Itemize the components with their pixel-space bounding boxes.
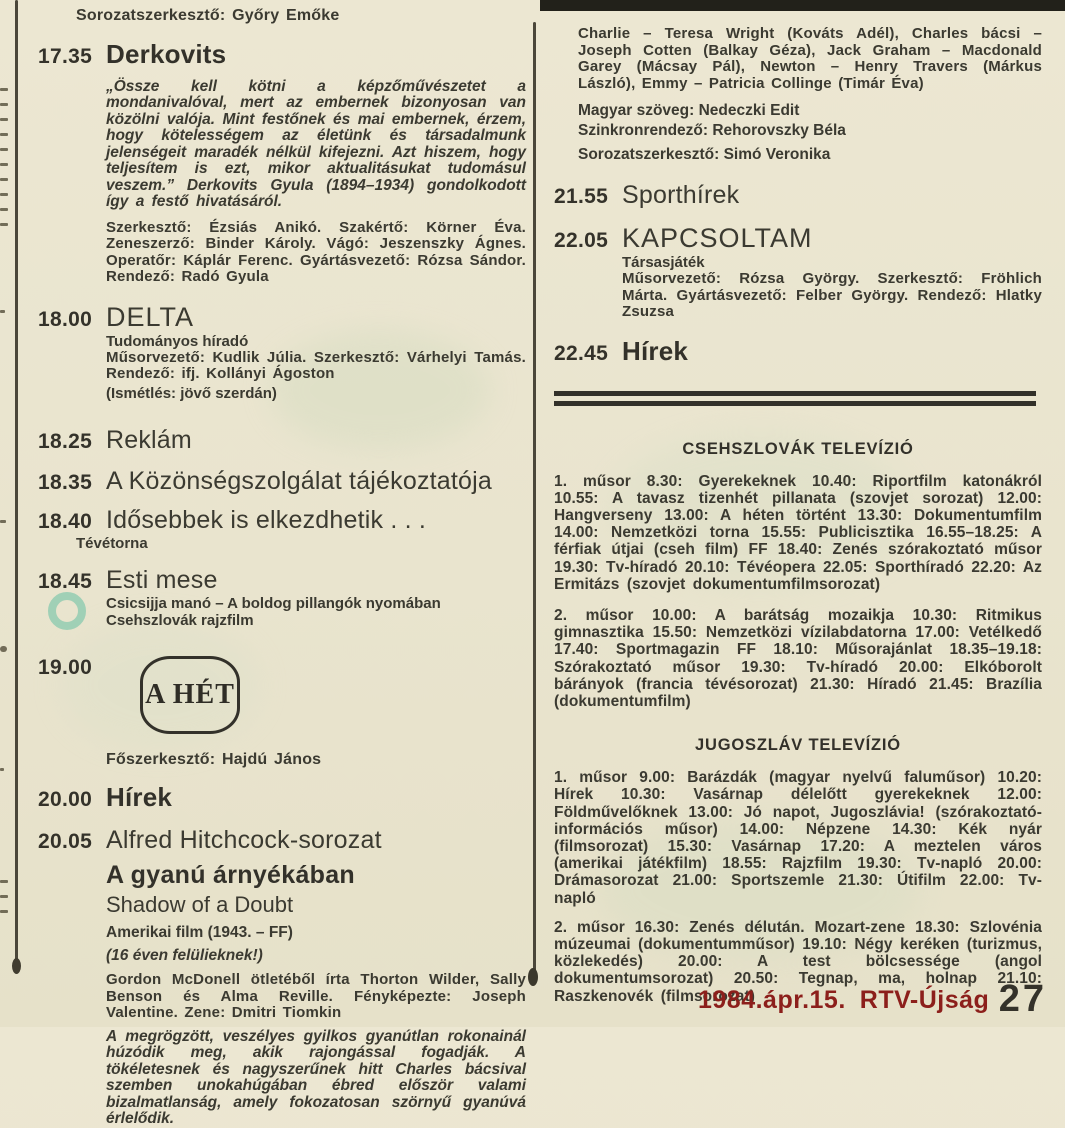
issue-date-and-magazine: [698, 986, 989, 1015]
film-cast-list: Charlie – Teresa Wright (Kováts Adél), Charles bácsi – Joseph Cotten (Balkay Géza), Jack Graham – Macdonald Garey (Mácsay Pál), Newton – Henry Travers (Márkus László), Emmy – Patricia Collinge (Timár Éva): [578, 25, 1042, 92]
program-row: [38, 467, 526, 496]
a-het-logo-text: A HÉT: [145, 678, 235, 710]
program-row: [554, 336, 1042, 367]
credit-line: Szinkronrendező: Rehorovszky Béla: [578, 122, 846, 139]
program-subtitle: Társasjáték: [622, 254, 705, 271]
program-title: Hírek: [106, 782, 173, 812]
program-row: [38, 826, 526, 855]
program-time: 20.05: [38, 830, 93, 853]
program-title: DELTA: [106, 301, 195, 332]
program-title: Idősebbek is elkezdhetik . . .: [106, 505, 427, 534]
credit-line: Magyar szöveg: Nedeczki Edit: [578, 102, 800, 119]
program-title: Alfred Hitchcock-sorozat: [106, 826, 382, 854]
program-row: [38, 656, 526, 734]
page-footer: [0, 978, 1065, 1024]
program-time: 17.35: [38, 44, 93, 68]
tv-listing-paragraph: 1. műsor 9.00: Barázdák (magyar nyelvű faluműsor) 10.20: Hírek 10.30: Vasárnap délelőtt gyerekeknek 12.00: Földművelőknek 13.00: Jó napot, Jugoszlávia! (szórakoztató-információs műsor) 14.00: Népzene 14.30: Kék nyár (filmsorozat) 15.30: Vasárnap 17.20: A meztelen város (amerikai játékfilm) 18.55: Rajzfilm 19.30: Tv-napló 20.00: Drámasorozat 21.00: Sportszemle 21.30: Útifilm 22.00: Tv-napló: [554, 769, 1042, 907]
film-credits: Gordon McDonell ötletéből írta Thorton Wilder, Sally Benson és Alma Reville. Fényképezte: Joseph Valentine. Zene: Dmitri Tiomkin: [106, 971, 526, 1021]
program-row: [554, 223, 1042, 254]
episode-title-line: [106, 595, 526, 612]
program-time: 22.45: [554, 341, 609, 365]
program-row: [38, 782, 526, 813]
program-title: Reklám: [106, 425, 192, 454]
magazine-name: RTV-Újság: [859, 986, 990, 1014]
program-title: KAPCSOLTAM: [622, 223, 813, 253]
program-title: A Közönségszolgálat tájékoztatója: [106, 466, 493, 495]
program-row: [554, 181, 1042, 210]
film-synopsis: A megrögzött, veszélyes gyilkos gyanútlan rokonainál húzódik meg, akik rajongással fogadják. A tökéletesnek és nagyszerűnek hitt Charles bácsival szemben unokahúgában ébred először valami bizalmatlanság, amely fokozatosan szörnyű gyanúvá érlelődik.: [106, 1027, 526, 1127]
program-row: [38, 426, 526, 455]
section-header-czechoslovak-tv: CSEHSZLOVÁK TELEVÍZIÓ: [682, 439, 914, 458]
tv-listing-paragraph: 2. műsor 10.00: A barátság mozaikja 10.30: Ritmikus gimnasztika 15.50: Nemzetközi vízilabdatorna 17.00: Vetélkedő 17.40: Sportmagazin FF 18.10: Műsorajánlat 18.35–19.18: Szórakoztató műsor 19.30: Tv-híradó 20.00: Elkóborolt bárányok (francia tévésorozat) 21.30: Híradó 21.45: Brazília (dokumentumfilm): [554, 606, 1042, 710]
program-note: (Ismétlés: jövő szerdán): [106, 384, 277, 402]
program-title: Hírek: [622, 335, 689, 366]
program-subtitle: Tudományos híradó: [106, 332, 249, 350]
film-info: Amerikai film (1943. – FF): [106, 924, 293, 941]
tv-listing-paragraph: 1. műsor 8.30: Gyerekeknek 10.40: Riportfilm katonákról 10.55: A tavasz tizenhét pillanata (szovjet sorozat) 12.00: Hangverseny 13.00: A héten történt 13.30: Dokumentumfilm 14.00: Nemzetközi torna 15.55: Publicisztika 16.55–18.25: A férfiak útjai (cseh film) FF 18.40: Zenés szórakoztató műsor 19.30: Tv-híradó 20.10: Tévéopera 22.05: Sporthíradó 22.20: Az Ermitázs (szovjet dokumentumfilmsorozat): [554, 472, 1042, 593]
left-column-rule: [15, 0, 18, 962]
program-credits: Műsorvezető: Kudlik Júlia. Szerkesztő: Várhelyi Tamás. Rendező: ifj. Kollányi Ágoston: [106, 348, 526, 382]
a-het-tv-logo: [140, 656, 240, 734]
program-quote: „Össze kell kötni a képzőművészetet a mondanivalóval, mert az embernek bizonyosan van közölni valója. Mint festőnek és mai embernek, érzem, hogy kötelességem az életünk és társadalmunk jelenségeit maradék nélkül kifejezni. Azt hiszem, hogy teljesítem is ezt, mikor aktualitásukat tudomásul veszem.” Derkovits Gyula (1894–1934) gondolkodott így a festő hivatásáról.: [106, 77, 526, 210]
program-time: 21.55: [554, 185, 609, 208]
program-time: 19.00: [38, 655, 93, 679]
film-title: A gyanú árnyékában: [106, 861, 356, 889]
program-row: [38, 566, 526, 595]
tv-listing-paragraph: 2. műsor 16.30: Zenés délután. Mozart-zene 18.30: Szlovénia múzeumai (dokumentumműsor) 19.10: Négy keréken (turizmus, közlekedés) 20.00: A test bölcsessége (angol dokumentumsorozat) 20.50: Tegnap, ma, holnap 21.10: Raszkenovék (filmsorozat): [554, 918, 1042, 1005]
program-title: Esti mese: [106, 565, 218, 594]
series-editor-credit: Sorozatszerkesztő: Győry Emőke: [76, 7, 340, 24]
section-divider-rule: [554, 391, 1036, 406]
program-origin: Csehszlovák rajzfilm: [106, 611, 254, 629]
program-time: 22.05: [554, 229, 609, 252]
film-original-title: Shadow of a Doubt: [106, 892, 294, 917]
issue-date: 1984.ápr.15.: [698, 986, 846, 1014]
ink-blob: [12, 958, 21, 974]
program-time: 18.35: [38, 470, 93, 494]
program-time: 18.45: [38, 569, 93, 593]
center-column-rule: [533, 22, 536, 974]
color-broadcast-ring-icon: [48, 592, 86, 630]
program-credits: Műsorvezető: Rózsa György. Szerkesztő: Fröhlich Márta. Gyártásvezető: Felber György. Rendező: Hlatky Zsuzsa: [622, 270, 1042, 320]
episode-title: Csicsijja manó – A boldog pillangók nyomában: [106, 594, 441, 612]
left-program-column: [38, 0, 526, 1127]
program-time: 18.40: [38, 509, 93, 533]
program-title: Derkovits: [106, 38, 227, 69]
program-row: [38, 39, 526, 70]
credit-line: Sorozatszerkesztő: Simó Veronika: [578, 146, 831, 163]
section-header-yugoslav-tv: JUGOSZLÁV TELEVÍZIÓ: [695, 736, 901, 755]
program-time: 18.00: [38, 307, 93, 331]
program-row: [38, 506, 526, 535]
program-subtitle: Tévétorna: [76, 534, 148, 552]
program-time: 18.25: [38, 429, 93, 453]
program-title: Sporthírek: [622, 181, 740, 209]
page-number: 27: [998, 978, 1047, 1020]
program-time: 20.00: [38, 788, 93, 811]
program-credits: Szerkesztő: Ézsiás Anikó. Szakértő: Körner Éva. Zeneszerző: Binder Károly. Vágó: Jeszenszky Ágnes. Operatőr: Káplár Ferenc. Gyártásvezető: Rózsa Sándor. Rendező: Radó Gyula: [106, 218, 526, 285]
age-rating-note: (16 éven felülieknek!): [106, 947, 263, 964]
program-credits: Főszerkesztő: Hajdú János: [106, 750, 322, 768]
program-row: [38, 302, 526, 333]
